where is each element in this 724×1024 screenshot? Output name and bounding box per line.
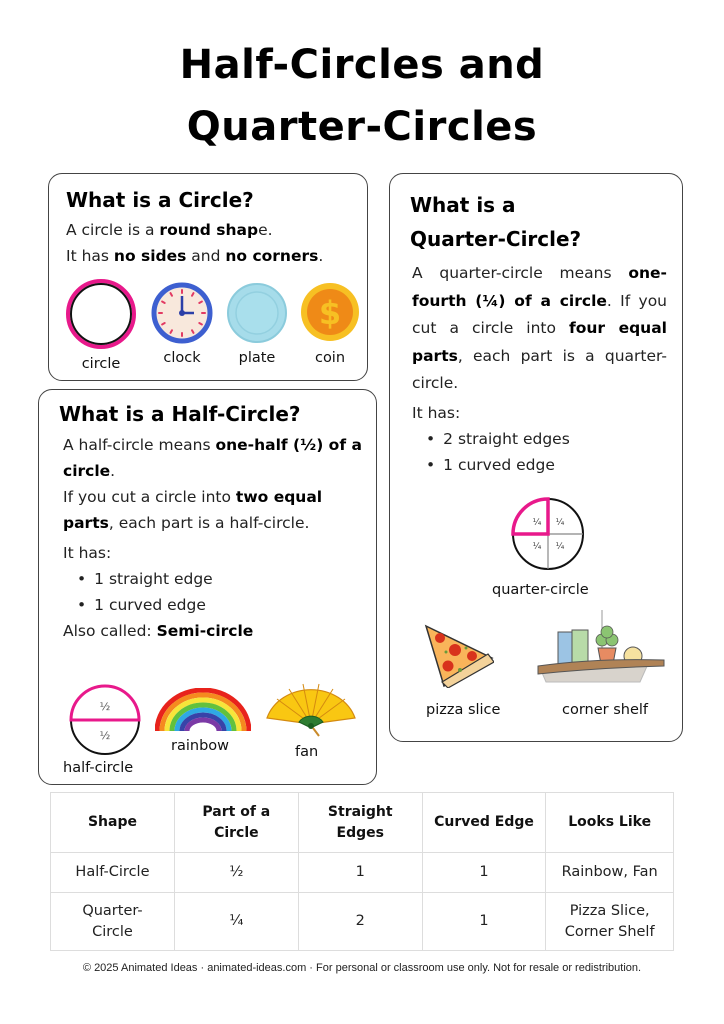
- text: If you cut a circle into: [63, 488, 236, 506]
- example-half-circle: [65, 682, 145, 782]
- table-cell: 2: [298, 893, 422, 951]
- text: and: [186, 247, 226, 265]
- fan-icon: [263, 682, 359, 738]
- quarter-circle-card: [389, 173, 683, 742]
- quarter-circle-card-heading: [410, 188, 670, 256]
- column-header: Part of a Circle: [174, 793, 298, 853]
- column-header: Shape: [51, 793, 175, 853]
- table-cell: 1: [422, 853, 546, 893]
- svg-text:¼: ¼: [555, 542, 565, 552]
- svg-text:½: ½: [99, 729, 111, 742]
- table-cell: Half-Circle: [51, 853, 175, 893]
- text: , each part is a quarter-circle.: [412, 346, 667, 392]
- text: , each part is a half-circle.: [108, 514, 310, 532]
- text: A circle is a: [66, 221, 160, 239]
- table-cell: Quarter-Circle: [51, 893, 175, 951]
- example-label: rainbow: [171, 738, 229, 754]
- table-header-row: [51, 793, 674, 853]
- example-label: fan: [295, 744, 319, 760]
- table-row: [51, 893, 674, 951]
- table-cell: Rainbow, Fan: [546, 853, 674, 893]
- column-header: Straight Edges: [298, 793, 422, 853]
- circle-card: [48, 173, 368, 381]
- circle-outline-icon: [65, 278, 137, 350]
- quarter-circle-diagram-icon: [510, 496, 586, 572]
- half-circle-card: [38, 389, 377, 785]
- text: Also called:: [63, 622, 157, 640]
- bold-text: one-half (½) of a circle: [63, 436, 362, 480]
- property-item: • 1 curved edge: [77, 592, 363, 618]
- quarter-circle-properties: [412, 426, 667, 478]
- svg-text:¼: ¼: [555, 518, 565, 528]
- page-title: [0, 34, 724, 158]
- text: If you cut a circle into: [412, 291, 667, 337]
- property-item: • 1 straight edge: [77, 566, 363, 592]
- example-coin: [300, 282, 360, 366]
- example-rainbow: [155, 688, 251, 758]
- example-clock: [151, 282, 213, 366]
- example-plate: [226, 282, 288, 366]
- svg-text:½: ½: [99, 700, 111, 713]
- half-circle-card-heading: What is a Half-Circle?: [59, 402, 301, 426]
- bold-text: one-fourth (¼) of a circle: [412, 264, 667, 310]
- example-corner-shelf: [536, 610, 668, 690]
- bold-text: no corners: [225, 247, 319, 265]
- it-has-label: It has:: [412, 404, 461, 422]
- table-row: [51, 853, 674, 893]
- table-cell: 1: [422, 893, 546, 951]
- table-cell: ¼: [174, 893, 298, 951]
- it-has-label: It has:: [63, 544, 112, 562]
- text: A quarter-circle means: [412, 264, 629, 282]
- text: .: [110, 462, 116, 480]
- property-item: • 2 straight edges: [426, 426, 667, 452]
- example-label: clock: [163, 350, 201, 366]
- comparison-table: [50, 792, 674, 951]
- column-header: Curved Edge: [422, 793, 546, 853]
- example-circle: [65, 278, 137, 372]
- example-label: quarter-circle: [492, 582, 589, 598]
- half-circle-diagram-icon: [65, 682, 145, 758]
- column-header: Looks Like: [546, 793, 674, 853]
- bold-text: no sides: [113, 247, 187, 265]
- example-label: plate: [238, 350, 276, 366]
- example-label: half-circle: [63, 760, 134, 776]
- pizza-slice-icon: [422, 622, 494, 688]
- bold-text: two equal parts: [63, 488, 323, 532]
- bold-text: Semi-circle: [156, 622, 254, 640]
- table-cell: 1: [298, 853, 422, 893]
- plate-icon: [226, 282, 288, 344]
- svg-text:¼: ¼: [532, 542, 542, 552]
- copyright-footer: © 2025 Animated Ideas · animated-ideas.com · For personal or classroom use only. Not for resale or redistribution.: [82, 962, 642, 974]
- heading-line: What is a: [410, 193, 516, 217]
- text: .: [606, 291, 612, 310]
- example-label: pizza slice: [426, 702, 501, 718]
- circle-definition: [66, 217, 361, 269]
- bold-text: four equal parts: [412, 319, 667, 365]
- table-cell: Pizza Slice, Corner Shelf: [546, 893, 674, 951]
- circle-card-heading: What is a Circle?: [66, 188, 254, 212]
- rainbow-icon: [155, 688, 251, 732]
- corner-shelf-icon: [536, 610, 668, 690]
- example-pizza-slice: [422, 622, 502, 692]
- title-line-2: Quarter-Circles: [186, 104, 538, 150]
- text: e.: [258, 221, 273, 239]
- quarter-circle-definition: [412, 260, 667, 398]
- bold-text: round shap: [159, 221, 259, 239]
- example-label: coin: [314, 350, 346, 366]
- clock-icon: [151, 282, 213, 344]
- half-circle-definition: [63, 432, 363, 644]
- heading-line: Quarter-Circle?: [410, 227, 582, 251]
- text: .: [318, 247, 324, 265]
- coin-icon: [300, 282, 360, 342]
- example-fan: [263, 682, 359, 764]
- quarter-circle-properties-block: [412, 400, 667, 478]
- svg-text:¼: ¼: [532, 518, 542, 528]
- text: A half-circle means: [63, 436, 216, 454]
- text: It has: [66, 247, 114, 265]
- example-label: circle: [81, 356, 121, 372]
- title-line-1: Half-Circles and: [179, 42, 545, 88]
- example-label: corner shelf: [562, 702, 649, 718]
- property-item: • 1 curved edge: [426, 452, 667, 478]
- table-cell: ½: [174, 853, 298, 893]
- half-circle-properties: [63, 566, 363, 618]
- svg-text:$: $: [318, 294, 342, 332]
- circle-examples: [63, 278, 363, 378]
